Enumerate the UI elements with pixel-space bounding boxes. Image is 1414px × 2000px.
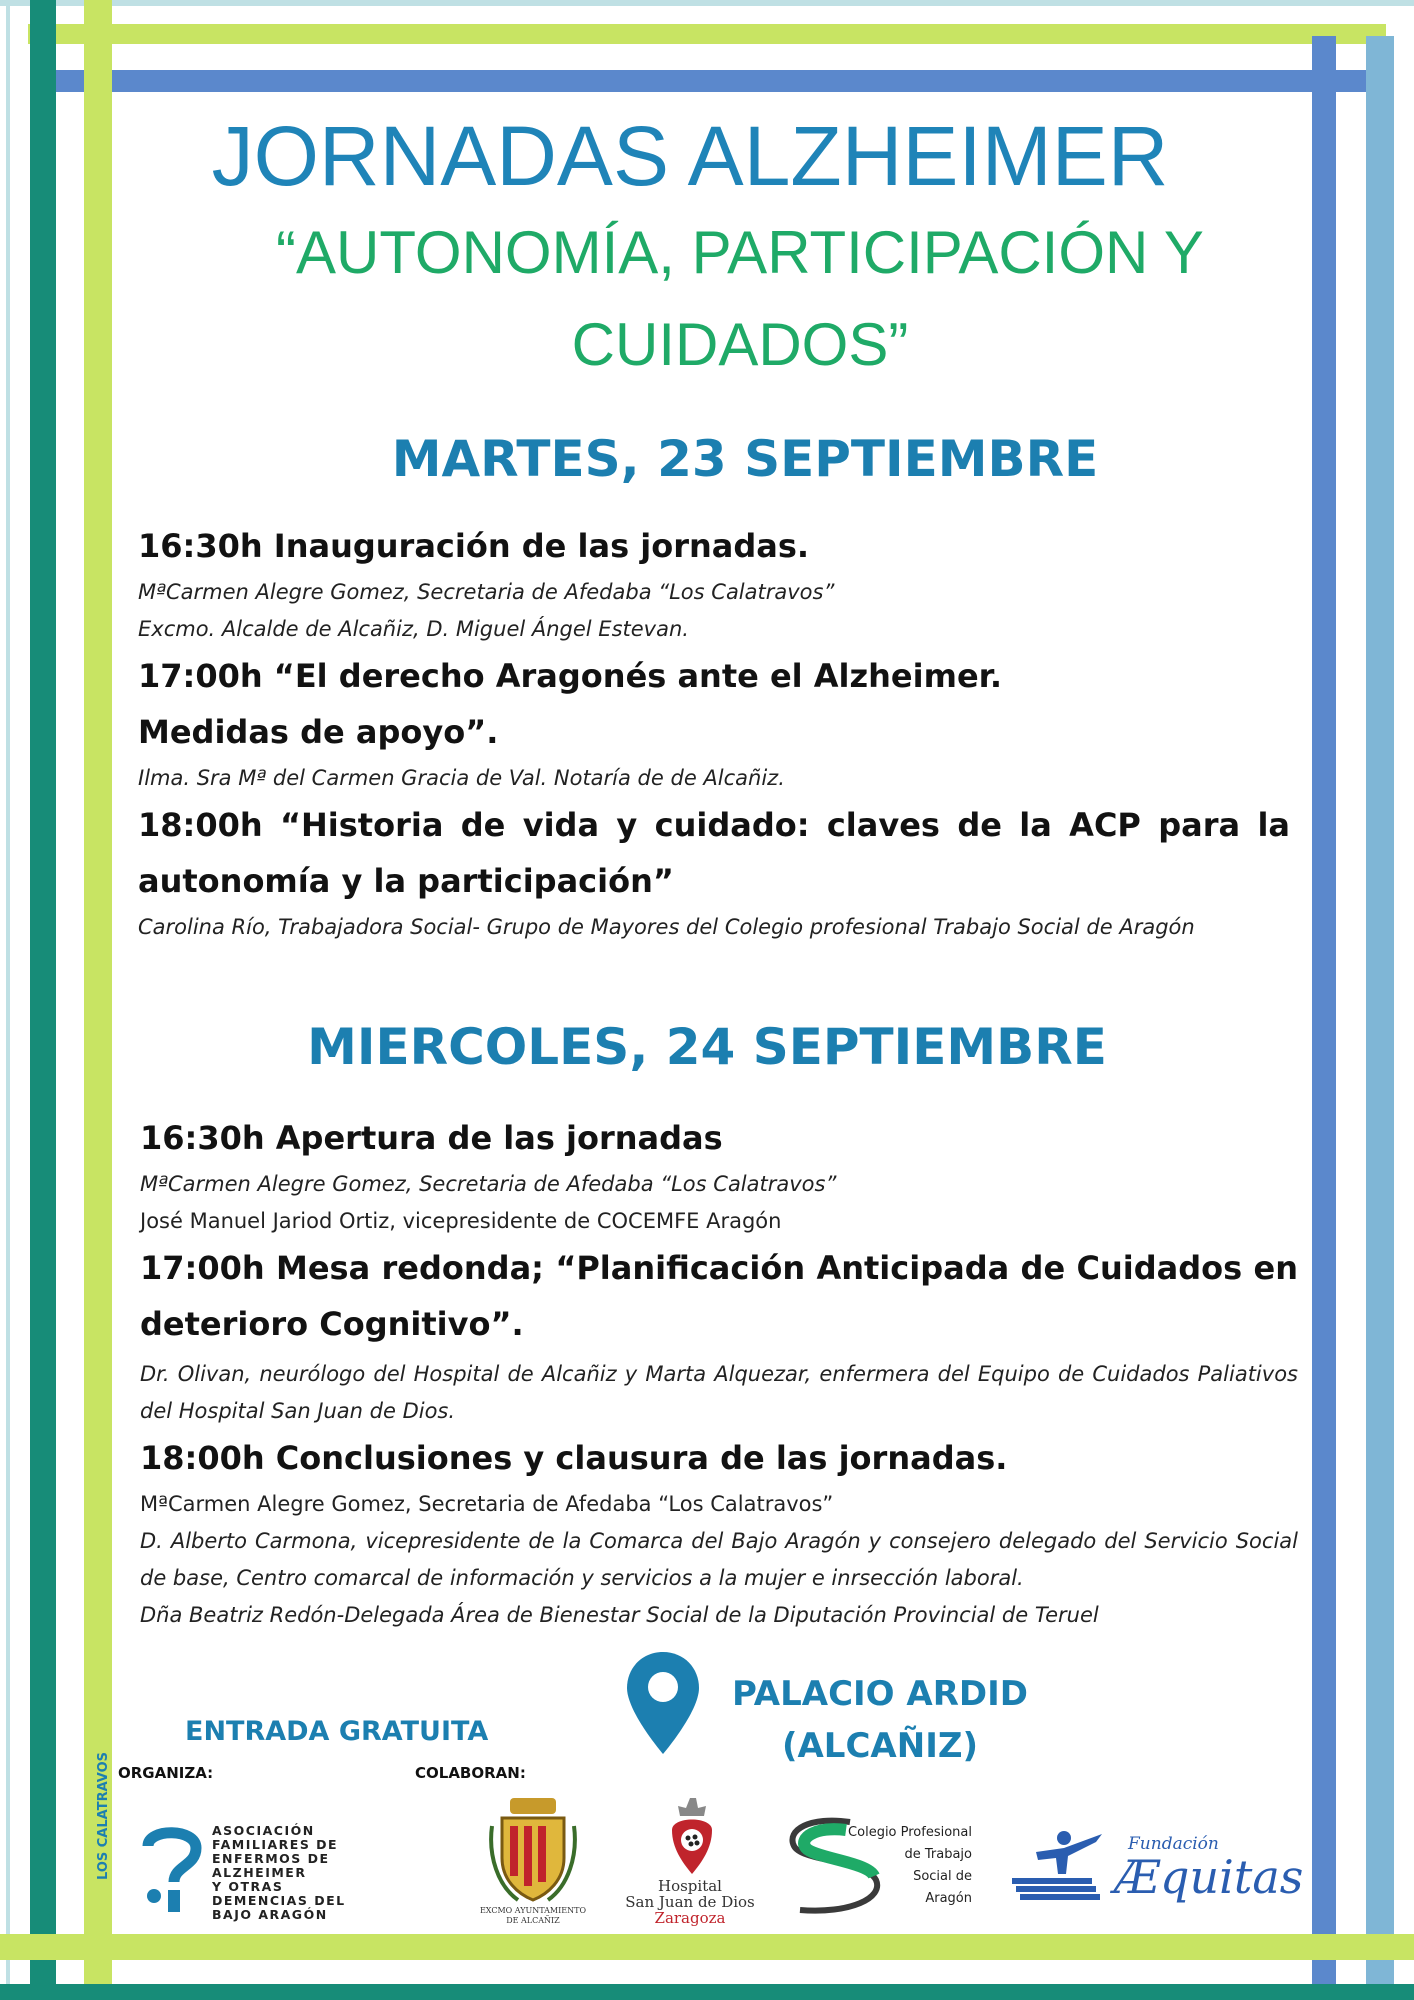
- colegio-line: Social de: [913, 1869, 972, 1884]
- hospital-line3: Zaragoza: [654, 1909, 726, 1927]
- ayuntamiento-name: [478, 1906, 588, 1926]
- afedaba-line: Y OTRAS: [212, 1879, 284, 1894]
- day2-event2-title: 17:00h Mesa redonda; “Planificación Anticipada de Cuidados en deterioro Cognitivo”.: [140, 1249, 1298, 1343]
- day1-program: [138, 518, 1290, 946]
- day2-event1-speaker1: MªCarmen Alegre Gomez, Secretaria de Afedaba “Los Calatravos”: [140, 1172, 837, 1196]
- afedaba-line: BAJO ARAGÓN: [212, 1907, 328, 1922]
- venue-name: PALACIO ARDID: [731, 1674, 1029, 1714]
- location-pin-icon: [625, 1650, 701, 1756]
- day1-event2-title-line2: Medidas de apoyo”.: [138, 713, 499, 751]
- afedaba-line: DEMENCIAS DEL: [212, 1893, 346, 1908]
- hospital-logo-icon: [660, 1796, 724, 1878]
- day1-heading: MARTES, 23 SEPTIEMBRE: [391, 430, 1099, 488]
- day1-event3-title: 18:00h “Historia de vida y cuidado: claves de la ACP para la autonomía y la participación”: [138, 806, 1290, 900]
- venue: [700, 1668, 1060, 1772]
- day2-event3-title: 18:00h Conclusiones y clausura de las jornadas.: [140, 1439, 1008, 1477]
- free-entry-label: ENTRADA GRATUITA: [185, 1716, 489, 1747]
- day2-heading: MIERCOLES, 24 SEPTIEMBRE: [307, 1018, 1107, 1076]
- equitas-logo-icon: [1006, 1828, 1110, 1908]
- colaboran-label: COLABORAN:: [415, 1764, 526, 1782]
- ayuntamiento-line2: DE ALCAÑIZ: [506, 1916, 560, 1925]
- day1-event1-speaker2: Excmo. Alcalde de Alcañiz, D. Miguel Ángel Estevan.: [138, 617, 689, 641]
- colegio-line: Colegio Profesional: [848, 1825, 972, 1840]
- hospital-line2: San Juan de Dios: [625, 1893, 755, 1911]
- day1-event2-title-line1: 17:00h “El derecho Aragonés ante el Alzheimer.: [138, 657, 1003, 695]
- afedaba-line: ASOCIACIÓN: [212, 1823, 315, 1838]
- day2-event1-title: 16:30h Apertura de las jornadas: [140, 1119, 723, 1157]
- day2-event1-speaker2: José Manuel Jariod Ortiz, vicepresidente de COCEMFE Aragón: [140, 1209, 782, 1233]
- afedaba-line: FAMILIARES DE: [212, 1837, 339, 1852]
- afedaba-logo-icon: [140, 1822, 204, 1918]
- ayuntamiento-line1: EXCMO AYUNTAMIENTO: [479, 1906, 587, 1915]
- colegio-line: Aragón: [925, 1891, 972, 1906]
- equitas-foundation-label: Fundación: [1128, 1834, 1219, 1854]
- organiza-label: ORGANIZA:: [118, 1764, 214, 1782]
- day2-event3-speaker3: Dña Beatriz Redón-Delegada Área de Bienestar Social de la Diputación Provincial de Teruel: [140, 1603, 1099, 1627]
- colegio-line: de Trabajo: [904, 1847, 972, 1862]
- day1-event1-speaker1: MªCarmen Alegre Gomez, Secretaria de Afedaba “Los Calatravos”: [138, 580, 835, 604]
- afedaba-line: ENFERMOS DE: [212, 1851, 330, 1866]
- afedaba-vertical-text: LOS CALATRAVOS: [96, 1751, 111, 1880]
- poster-subtitle-line1: “AUTONOMÍA, PARTICIPACIÓN Y: [276, 219, 1204, 286]
- equitas-name: Æquitas: [1114, 1850, 1304, 1904]
- day1-event1-title: 16:30h Inauguración de las jornadas.: [138, 527, 810, 565]
- day2-event3-speaker1: MªCarmen Alegre Gomez, Secretaria de Afedaba “Los Calatravos”: [140, 1492, 834, 1516]
- day2-event3-speaker2: D. Alberto Carmona, vicepresidente de la Comarca del Bajo Aragón y consejero delegado del Servicio Social de base, Centro comarcal de información y servicios a la mujer e inrsección laboral.: [140, 1529, 1298, 1590]
- day2-event2-speaker1: Dr. Olivan, neurólogo del Hospital de Alcañiz y Marta Alquezar, enfermera del Equipo de Cuidados Paliativos del Hospital San Juan de Dios.: [140, 1362, 1298, 1423]
- afedaba-name: [212, 1824, 346, 1922]
- poster-subtitle-line2: CUIDADOS”: [571, 311, 909, 378]
- colegio-name: [832, 1822, 972, 1910]
- day1-event2-speaker1: Ilma. Sra Mª del Carmen Gracia de Val. Notaría de de Alcañiz.: [138, 766, 785, 790]
- day2-program: [140, 1110, 1298, 1634]
- ayuntamiento-crest-icon: [488, 1796, 578, 1906]
- venue-city: (ALCAÑIZ): [781, 1726, 979, 1766]
- afedaba-line: ALZHEIMER: [212, 1865, 307, 1880]
- hospital-line1: Hospital: [658, 1877, 722, 1895]
- day1-event3-speaker1: Carolina Río, Trabajadora Social- Grupo de Mayores del Colegio profesional Trabajo Social de Aragón: [138, 915, 1195, 939]
- hospital-name: [620, 1878, 760, 1926]
- poster-title: JORNADAS ALZHEIMER: [211, 109, 1169, 203]
